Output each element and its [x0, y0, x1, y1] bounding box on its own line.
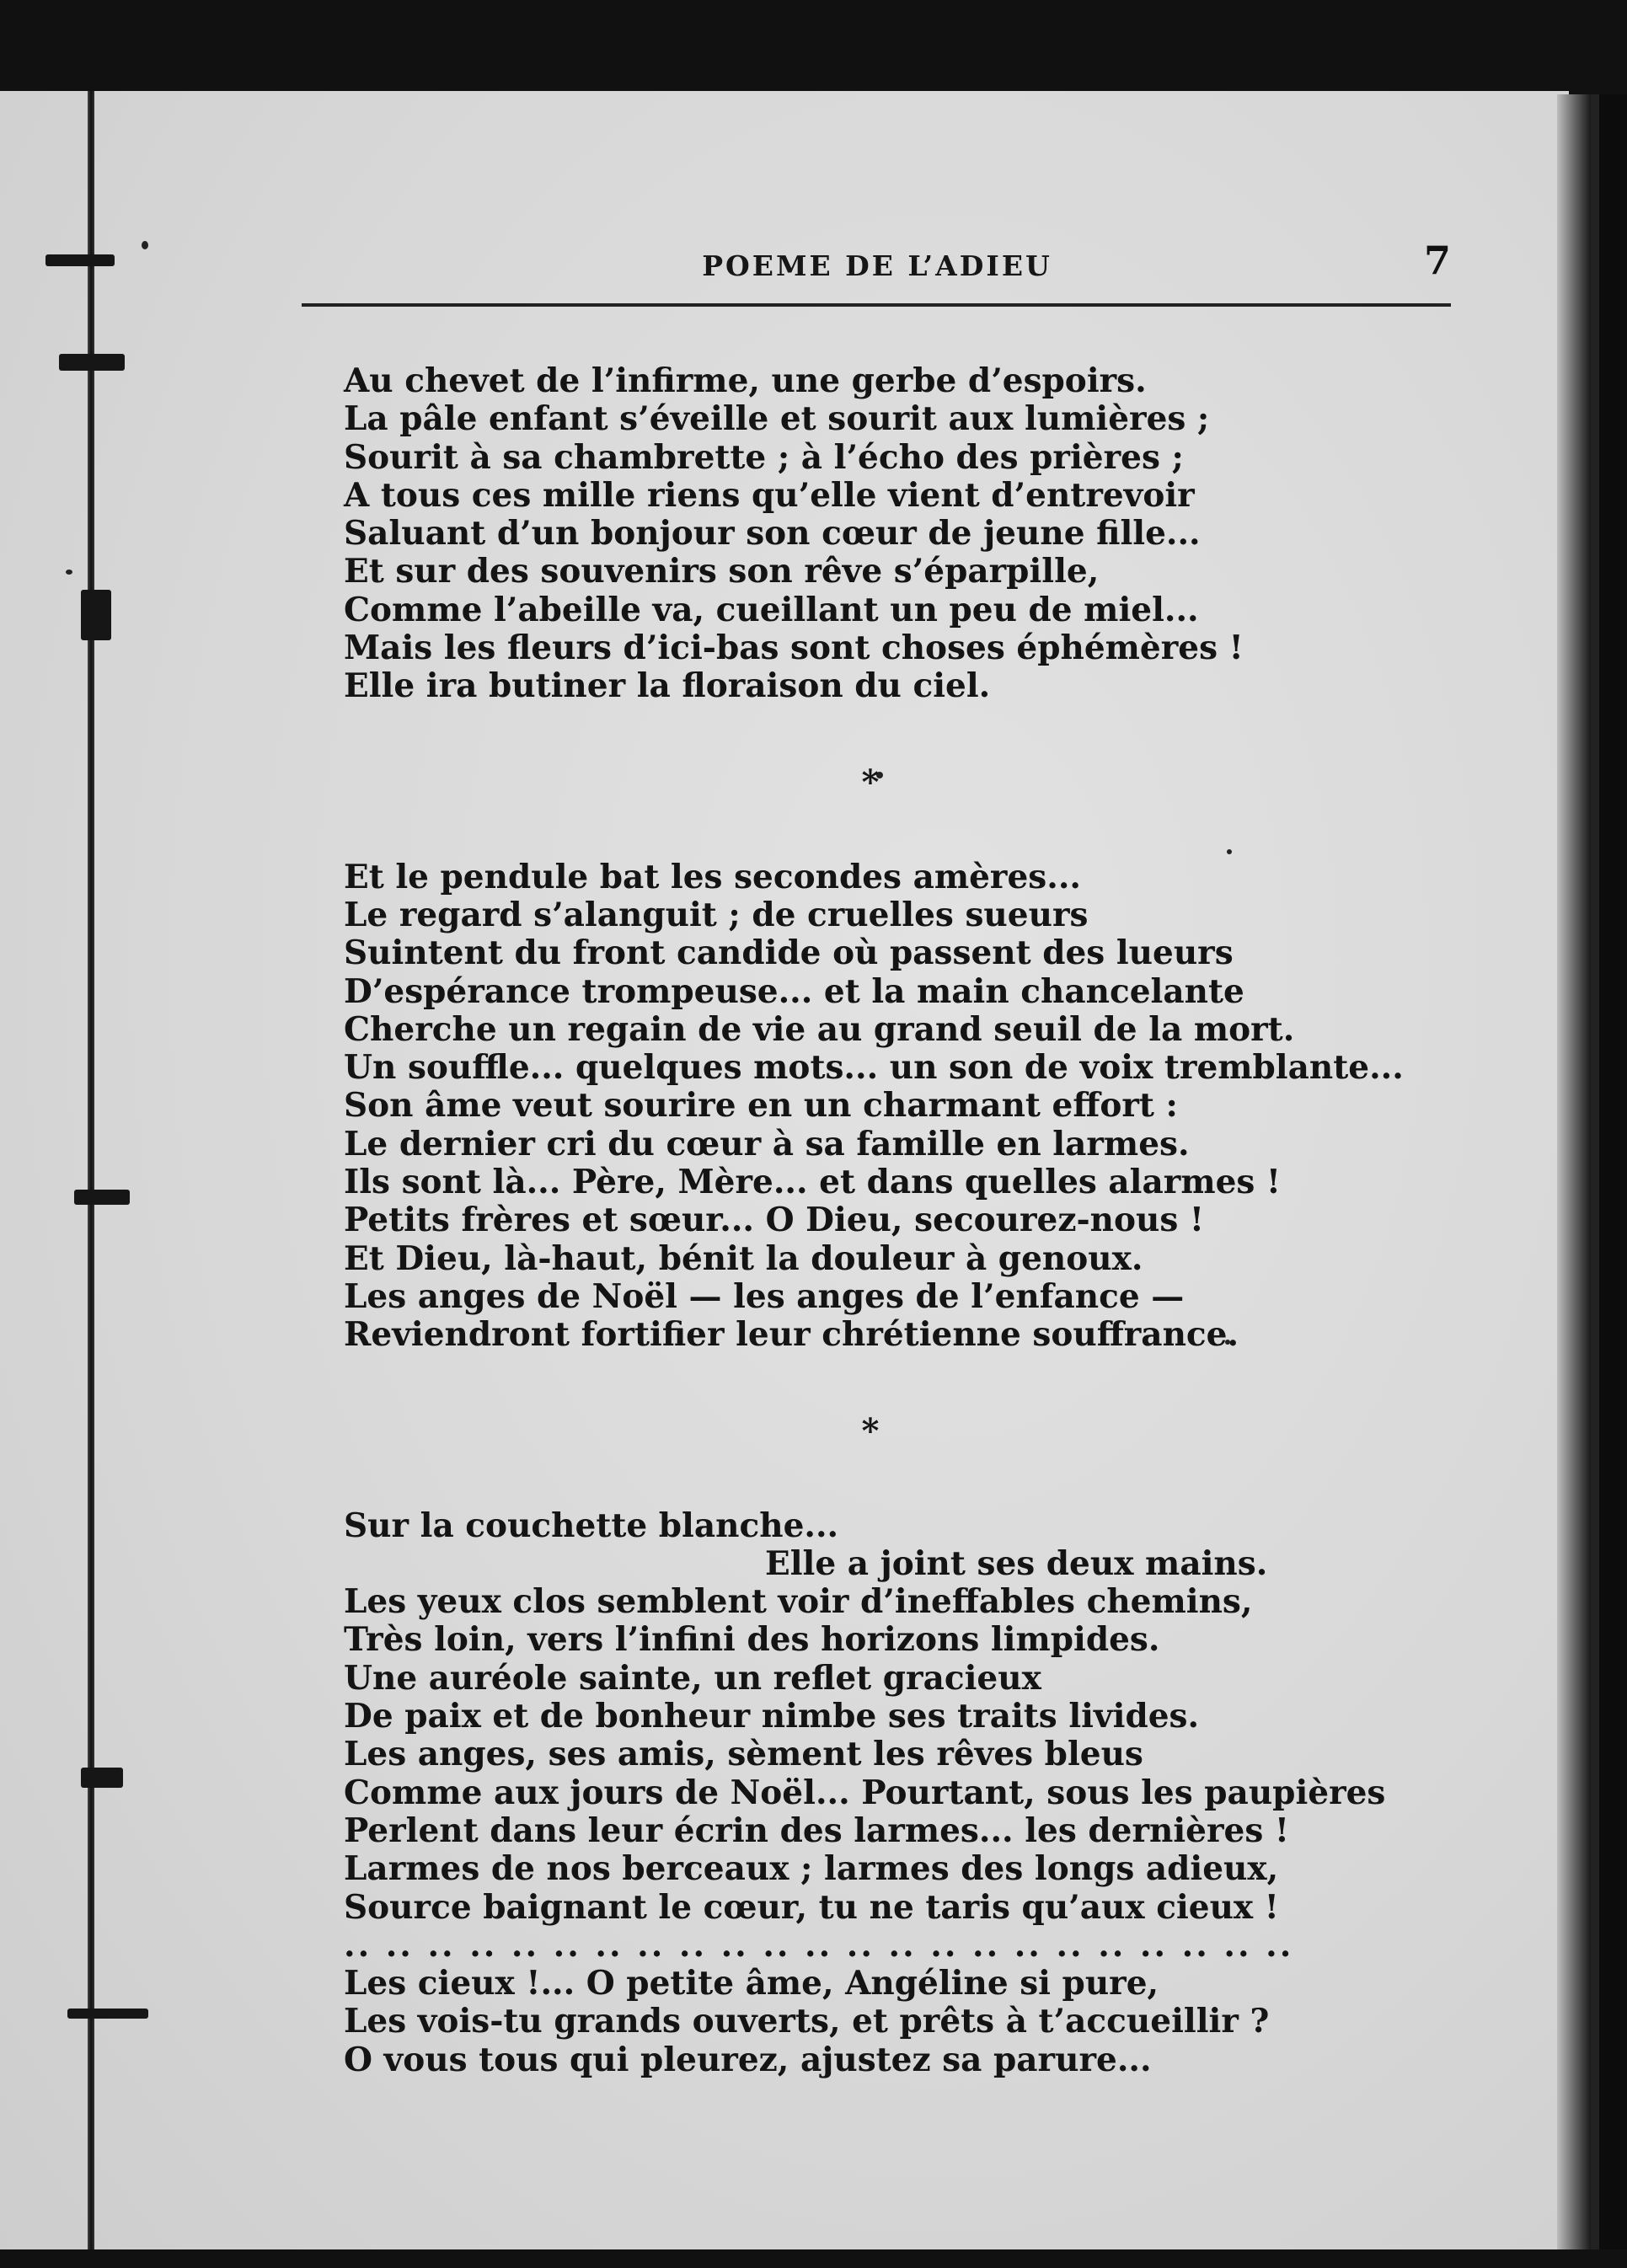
binding-stitch [74, 1190, 130, 1205]
binding-stitch [81, 590, 111, 640]
verse-line: Les yeux clos semblent voir d’ineffables chemins, [344, 1582, 1253, 1622]
scan-right-margin [1599, 94, 1627, 2268]
verse-line: Les cieux !... O petite âme, Angéline si pure, [344, 1964, 1159, 2003]
page-number: 7 [1423, 238, 1451, 283]
verse-line: Les vois-tu grands ouverts, et prêts à t’accueillir ? [344, 2002, 1270, 2041]
verse-line: De paix et de bonheur nimbe ses traits livides. [344, 1697, 1200, 1736]
scan-top-margin [0, 0, 1627, 94]
verse-line: Petits frères et sœur... O Dieu, secourez-nous ! [344, 1201, 1205, 1240]
verse-line: Et Dieu, là-haut, bénit la douleur à genoux. [344, 1238, 1143, 1278]
verse-line: Sur la couchette blanche... [344, 1506, 839, 1545]
verse-line: Saluant d’un bonjour son cœur de jeune fille... [344, 514, 1201, 554]
binding-stitch [81, 1768, 123, 1788]
verse-line: Comme aux jours de Noël... Pourtant, sous les paupières [344, 1773, 1386, 1812]
verse-line: Sourit à sa chambrette ; à l’écho des prières ; [344, 437, 1184, 477]
poem-text [344, 362, 1464, 2079]
verse-line: Mais les fleurs d’ici-bas sont choses éphémères ! [344, 629, 1244, 668]
stanza-3 [344, 1507, 1464, 2079]
verse-line: Comme l’abeille va, cueillant un peu de miel... [344, 590, 1199, 629]
verse-line: Très loin, vers l’infini des horizons limpides. [344, 1620, 1160, 1660]
verse-line: Source baignant le cœur, tu ne taris qu’aux cieux ! [344, 1887, 1279, 1927]
verse-line: Et le pendule bat les secondes amères... [344, 857, 1081, 896]
verse-line: Les anges de Noël — les anges de l’enfance — [344, 1276, 1185, 1316]
verse-line: La pâle enfant s’éveille et sourit aux lumières ; [344, 399, 1210, 439]
verse-line: Larmes de nos berceaux ; larmes des longs adieux, [344, 1849, 1279, 1889]
running-title: POEME DE L’ADIEU [702, 249, 1052, 282]
scan-speck [142, 241, 148, 249]
verse-line-indented: Elle a joint ses deux mains. [765, 1543, 1268, 1583]
page-edge-dark [1591, 94, 1599, 2268]
verse-line: Et sur des souvenirs son rêve s’éparpille, [344, 552, 1100, 591]
verse-line: Les anges, ses amis, sèment les rêves bleus [344, 1735, 1143, 1774]
scan-speck [66, 570, 72, 575]
verse-line: Cherche un regain de vie au grand seuil de la mort. [344, 1009, 1295, 1049]
binding-stitch [59, 354, 125, 371]
stanza-1 [344, 362, 1464, 706]
verse-line: Au chevet de l’infirme, une gerbe d’espoirs. [344, 361, 1147, 400]
stanza-separator: * [861, 1410, 880, 1451]
verse-line: Son âme veut sourire en un charmant effort : [344, 1086, 1178, 1126]
page-edge-shadow [1557, 94, 1591, 2268]
verse-line: Suintent du front candide où passent des lueurs [344, 933, 1234, 973]
stanza-2 [344, 859, 1464, 1355]
verse-line: Une auréole sainte, un reflet gracieux [344, 1658, 1041, 1698]
verse-line: A tous ces mille riens qu’elle vient d’entrevoir [344, 475, 1195, 515]
verse-line: Ils sont là... Père, Mère... et dans quelles alarmes ! [344, 1163, 1282, 1202]
verse-line: Le regard s’alanguit ; de cruelles sueurs [344, 895, 1089, 934]
ellipsis-row: .. .. .. .. .. .. .. .. .. .. .. .. .. .. .. .. .. .. .. .. .. .. .. [344, 1925, 1294, 1965]
stanza-separator: * [861, 762, 880, 802]
verse-line: Le dernier cri du cœur à sa famille en larmes. [344, 1124, 1190, 1163]
verse-line: Elle ira butiner la floraison du ciel. [344, 666, 991, 706]
binding-stitch [67, 2009, 148, 2019]
verse-line: O vous tous qui pleurez, ajustez sa parure... [344, 2040, 1152, 2079]
verse-line: D’espérance trompeuse... et la main chancelante [344, 971, 1244, 1011]
verse-line: Perlent dans leur écrin des larmes... les dernières ! [344, 1811, 1289, 1850]
binding-thread [88, 91, 94, 2268]
page-header [303, 238, 1451, 290]
scan-bottom-margin [0, 2249, 1627, 2268]
verse-line: Un souffle... quelques mots... un son de voix tremblante... [344, 1048, 1404, 1088]
header-rule [302, 303, 1451, 307]
verse-line: Reviendront fortifier leur chrétienne souffrance. [344, 1315, 1239, 1355]
binding-stitch [45, 254, 115, 266]
